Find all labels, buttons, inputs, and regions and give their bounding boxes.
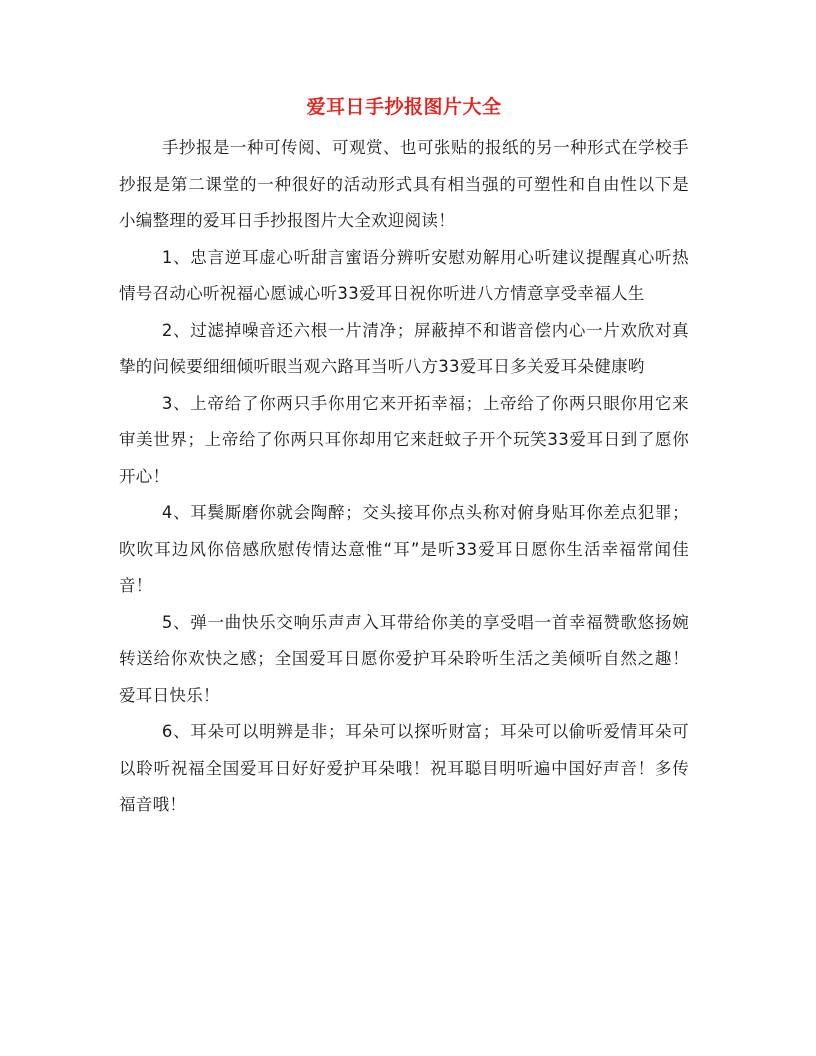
paragraph-3: 3、上帝给了你两只手你用它来开拓幸福；上帝给了你两只眼你用它来审美世界；上帝给了你两只耳你却用它来赶蚊子开个玩笑33爱耳日到了愿你开心！ bbox=[119, 393, 689, 486]
document-body bbox=[119, 92, 689, 824]
paragraph-6: 6、耳朵可以明辨是非；耳朵可以探听财富；耳朵可以偷听爱情耳朵可以聆听祝福全国爱耳日好好爱护耳朵哦！祝耳聪目明听遍中国好声音！多传福音哦！ bbox=[119, 722, 689, 814]
paragraph-intro: 手抄报是一种可传阅、可观赏、也可张贴的报纸的另一种形式在学校手抄报是第二课堂的一种很好的活动形式具有相当强的可塑性和自由性以下是小编整理的爱耳日手抄报图片大全欢迎阅读！ bbox=[119, 138, 689, 230]
paragraph-2: 2、过滤掉噪音还六根一片清净；屏蔽掉不和谐音偿内心一片欢欣对真挚的问候要细细倾听眼当观六路耳当听八方33爱耳日多关爱耳朵健康哟 bbox=[119, 320, 689, 376]
page-title: 爱耳日手抄报图片大全 bbox=[306, 96, 502, 118]
paragraph-1: 1、忠言逆耳虚心听甜言蜜语分辨听安慰劝解用心听建议提醒真心听热情号召动心听祝福心愿诚心听33爱耳日祝你听进八方情意享受幸福人生 bbox=[119, 247, 689, 303]
paragraph-4: 4、耳鬓厮磨你就会陶醉；交头接耳你点头称对俯身贴耳你差点犯罪；吹吹耳边风你倍感欣慰传情达意惟“耳”是听33爱耳日愿你生活幸福常闻佳音！ bbox=[119, 503, 689, 595]
paragraph-5: 5、弹一曲快乐交响乐声声入耳带给你美的享受唱一首幸福赞歌悠扬婉转送给你欢快之感；全国爱耳日愿你爱护耳朵聆听生活之美倾听自然之趣！爱耳日快乐！ bbox=[119, 612, 689, 705]
